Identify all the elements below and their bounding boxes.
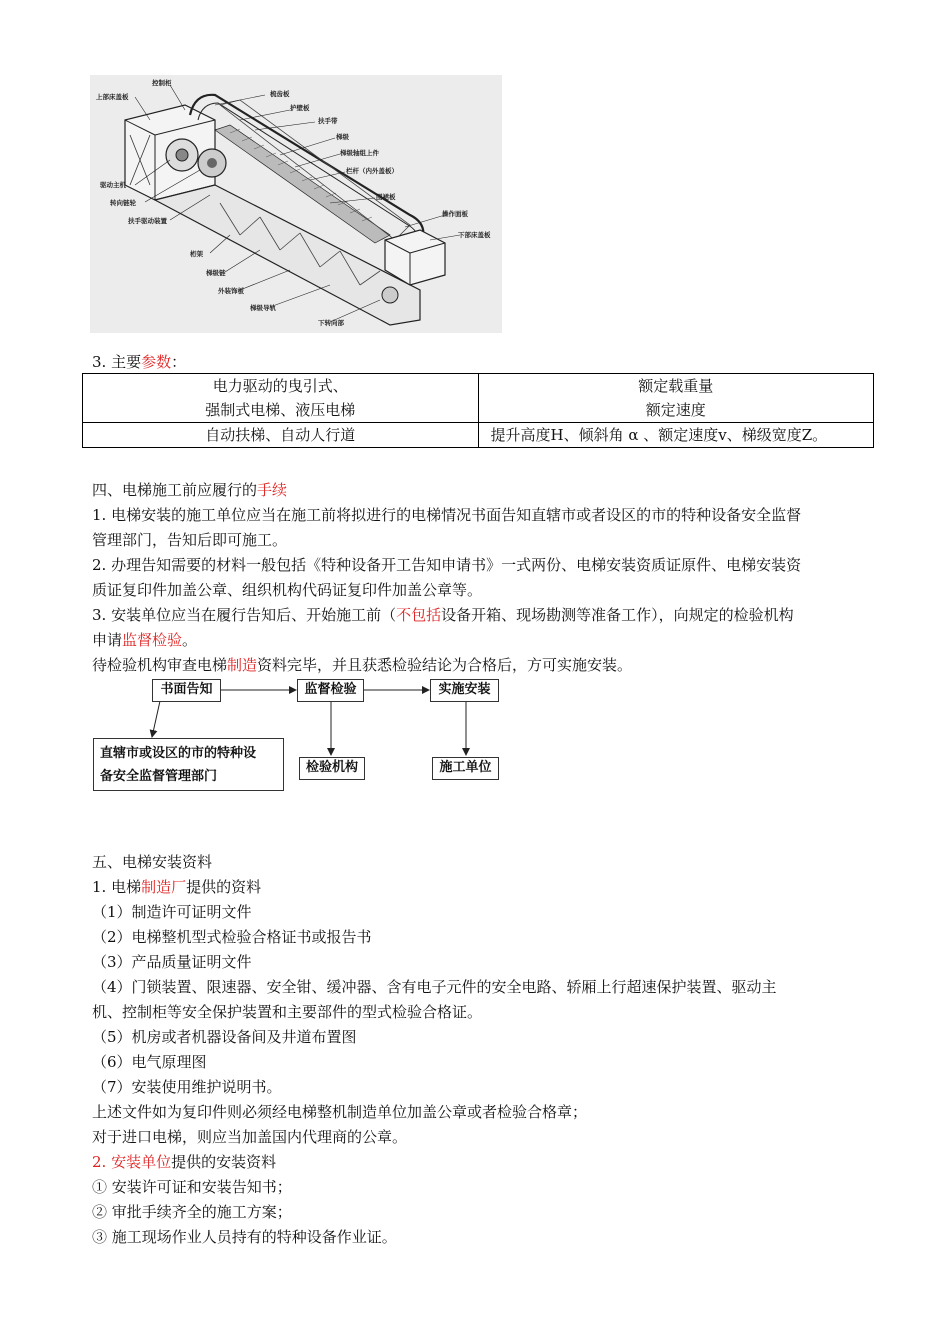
label-exterior-panel: 外装饰板: [218, 287, 244, 295]
label-sprocket: 转向链轮: [110, 199, 136, 207]
section5-note1: 上述文件如为复印件则必须经电梯整机制造单位加盖公章或者检验合格章；: [92, 1103, 588, 1121]
section4-p4: 待检验机构审查电梯制造资料完毕，并且获悉检验结论为合格后，方可实施安装。: [92, 656, 633, 674]
section4-p1-line2: 管理部门，告知后即可施工。: [92, 531, 288, 549]
section5-heading: 五、电梯安装资料: [92, 853, 213, 871]
section3-heading: 3. 主要参数：: [92, 353, 187, 371]
list-item: （4）门锁装置、限速器、安全钳、缓冲器、含有电子元件的安全电路、轿厢上行超速保护装置、驱动主: [92, 978, 777, 996]
label-lower-turn: 下转向部: [318, 319, 344, 327]
section5-sub2: 2. 安装单位提供的安装资料: [92, 1153, 277, 1171]
flow-box-written-notice: 书面告知: [152, 679, 221, 702]
section4-heading: 四、电梯施工前应履行的手续: [92, 481, 288, 499]
list-item: （3）产品质量证明文件: [92, 953, 252, 971]
label-truss: 桁架: [190, 250, 203, 258]
label-step: 梯级: [336, 133, 349, 141]
list-item: ① 安装许可证和安装告知书；: [92, 1178, 292, 1196]
section4-p3-line1: 3. 安装单位应当在履行告知后、开始施工前（不包括设备开箱、现场勘测等准备工作），向规定的检验机构: [92, 606, 794, 624]
list-item: ③ 施工现场作业人员持有的特种设备作业证。: [92, 1228, 397, 1246]
label-step-chain: 梯级链: [206, 269, 226, 277]
section5-note2: 对于进口电梯，则应当加盖国内代理商的公章。: [92, 1128, 408, 1146]
label-drive-machine: 驱动主机: [100, 181, 126, 189]
list-item: （2）电梯整机型式检验合格证书或报告书: [92, 928, 372, 946]
label-comb-plate: 梳齿板: [270, 90, 290, 98]
label-balustrade: 栏杆（内外盖板）: [346, 167, 398, 175]
list-item: （5）机房或者机器设备间及井道布置图: [92, 1028, 357, 1046]
section4-p2-line2: 质证复印件加盖公章、组织机构代码证复印件加盖公章等。: [92, 581, 483, 599]
label-step-axle: 梯级轴组上件: [340, 149, 379, 157]
label-handrail-belt: 扶手带: [318, 117, 338, 125]
label-lower-floor-plate: 下部床盖板: [458, 231, 491, 239]
label-skirt-panel: 围裙板: [376, 193, 396, 201]
params-highlight: 参数: [141, 353, 172, 371]
flow-box-supervision-inspection: 监督检验: [297, 679, 364, 702]
flow-box-implement-installation: 实施安装: [430, 679, 499, 702]
list-item: ② 审批手续齐全的施工方案；: [92, 1203, 292, 1221]
label-control-cabinet: 控制柜: [152, 79, 172, 87]
label-step-guide: 梯级导轨: [250, 304, 276, 312]
section4-p3-line2: 申请监督检验。: [92, 631, 198, 649]
list-item: （6）电气原理图: [92, 1053, 207, 1071]
flow-box-construction-unit: 施工单位: [432, 757, 499, 780]
list-item: （1）制造许可证明文件: [92, 903, 252, 921]
table-cell: 电力驱动的曳引式、 强制式电梯、液压电梯: [83, 374, 479, 423]
label-guard-panel: 护壁板: [290, 104, 310, 112]
table-cell: 提升高度H、倾斜角 α 、额定速度v、梯级宽度Z。: [478, 423, 874, 448]
flow-box-inspection-agency: 检验机构: [299, 757, 365, 780]
section4-p2-line1: 2. 办理告知需要的材料一般包括《特种设备开工告知申请书》一式两份、电梯安装资质证原件、电梯安装资: [92, 556, 802, 574]
list-item: 机、控制柜等安全保护装置和主要部件的型式检验合格证。: [92, 1003, 483, 1021]
table-cell: 额定载重量 额定速度: [478, 374, 874, 423]
label-upper-floor-plate: 上部床盖板: [96, 93, 129, 101]
table-cell: 自动扶梯、自动人行道: [83, 423, 479, 448]
list-item: （7）安装使用维护说明书。: [92, 1078, 282, 1096]
label-operation-panel: 操作面板: [442, 210, 468, 218]
section5-sub1: 1. 电梯制造厂提供的资料: [92, 878, 262, 896]
flow-box-supervision-department: 直辖市或设区的市的特种设 备安全监督管理部门: [93, 738, 284, 791]
section4-p1-line1: 1. 电梯安装的施工单位应当在施工前将拟进行的电梯情况书面告知直辖市或者设区的市的特种设备安全监督: [92, 506, 802, 524]
label-handrail-drive: 扶手驱动装置: [128, 217, 167, 225]
